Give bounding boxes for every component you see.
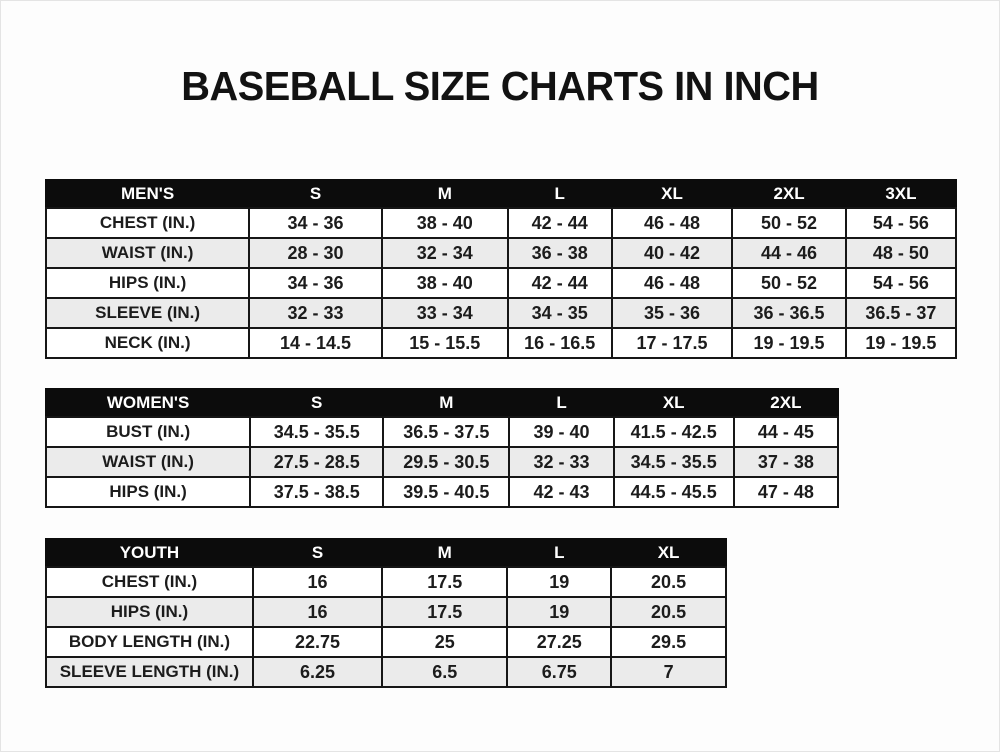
row-label: SLEEVE (IN.) xyxy=(46,298,249,328)
table-row xyxy=(46,477,838,507)
size-value-cell: 6.75 xyxy=(507,657,611,687)
column-header-m: M xyxy=(382,539,507,567)
size-value-cell: 19 xyxy=(507,597,611,627)
size-value-cell: 46 - 48 xyxy=(612,208,733,238)
mens-table-title-cell: MEN'S xyxy=(46,180,249,208)
womens-header-row xyxy=(46,389,838,417)
row-label: HIPS (IN.) xyxy=(46,477,250,507)
column-header-l: L xyxy=(509,389,613,417)
column-header-s: S xyxy=(250,389,383,417)
size-value-cell: 16 xyxy=(253,597,382,627)
size-value-cell: 50 - 52 xyxy=(732,208,846,238)
size-value-cell: 7 xyxy=(611,657,726,687)
size-value-cell: 34 - 36 xyxy=(249,208,382,238)
column-header-l: L xyxy=(508,180,612,208)
size-value-cell: 32 - 34 xyxy=(382,238,508,268)
table-row xyxy=(46,657,726,687)
youth-table-title-cell: YOUTH xyxy=(46,539,253,567)
size-value-cell: 20.5 xyxy=(611,597,726,627)
size-value-cell: 36.5 - 37.5 xyxy=(383,417,509,447)
column-header-s: S xyxy=(253,539,382,567)
size-value-cell: 39.5 - 40.5 xyxy=(383,477,509,507)
table-row xyxy=(46,597,726,627)
row-label: HIPS (IN.) xyxy=(46,268,249,298)
size-value-cell: 33 - 34 xyxy=(382,298,508,328)
size-value-cell: 37.5 - 38.5 xyxy=(250,477,383,507)
size-value-cell: 19 - 19.5 xyxy=(732,328,846,358)
row-label: BODY LENGTH (IN.) xyxy=(46,627,253,657)
size-value-cell: 16 xyxy=(253,567,382,597)
size-value-cell: 42 - 44 xyxy=(508,208,612,238)
size-value-cell: 44 - 45 xyxy=(734,417,838,447)
size-value-cell: 38 - 40 xyxy=(382,208,508,238)
size-value-cell: 28 - 30 xyxy=(249,238,382,268)
size-value-cell: 25 xyxy=(382,627,507,657)
size-value-cell: 36 - 36.5 xyxy=(732,298,846,328)
size-value-cell: 34.5 - 35.5 xyxy=(250,417,383,447)
column-header-xl: XL xyxy=(612,180,733,208)
size-value-cell: 34 - 35 xyxy=(508,298,612,328)
column-header-m: M xyxy=(383,389,509,417)
row-label: NECK (IN.) xyxy=(46,328,249,358)
size-value-cell: 19 xyxy=(507,567,611,597)
size-value-cell: 35 - 36 xyxy=(612,298,733,328)
size-value-cell: 22.75 xyxy=(253,627,382,657)
size-value-cell: 46 - 48 xyxy=(612,268,733,298)
table-row xyxy=(46,627,726,657)
size-value-cell: 34.5 - 35.5 xyxy=(614,447,734,477)
size-value-cell: 41.5 - 42.5 xyxy=(614,417,734,447)
row-label: WAIST (IN.) xyxy=(46,447,250,477)
column-header-xl: XL xyxy=(614,389,734,417)
youth-header-row xyxy=(46,539,726,567)
table-row xyxy=(46,447,838,477)
mens-size-table xyxy=(45,179,957,359)
size-value-cell: 6.25 xyxy=(253,657,382,687)
table-row xyxy=(46,208,956,238)
womens-size-table xyxy=(45,388,839,508)
size-value-cell: 19 - 19.5 xyxy=(846,328,956,358)
row-label: BUST (IN.) xyxy=(46,417,250,447)
womens-table-title-cell: WOMEN'S xyxy=(46,389,250,417)
size-value-cell: 29.5 xyxy=(611,627,726,657)
size-value-cell: 42 - 43 xyxy=(509,477,613,507)
column-header-l: L xyxy=(507,539,611,567)
size-value-cell: 44 - 46 xyxy=(732,238,846,268)
size-value-cell: 27.25 xyxy=(507,627,611,657)
table-row xyxy=(46,238,956,268)
size-value-cell: 32 - 33 xyxy=(509,447,613,477)
column-header-m: M xyxy=(382,180,508,208)
size-value-cell: 17.5 xyxy=(382,597,507,627)
size-value-cell: 39 - 40 xyxy=(509,417,613,447)
size-value-cell: 27.5 - 28.5 xyxy=(250,447,383,477)
row-label: WAIST (IN.) xyxy=(46,238,249,268)
size-value-cell: 17.5 xyxy=(382,567,507,597)
size-value-cell: 16 - 16.5 xyxy=(508,328,612,358)
size-value-cell: 14 - 14.5 xyxy=(249,328,382,358)
column-header-s: S xyxy=(249,180,382,208)
size-value-cell: 17 - 17.5 xyxy=(612,328,733,358)
size-value-cell: 42 - 44 xyxy=(508,268,612,298)
column-header-xl: XL xyxy=(611,539,726,567)
size-value-cell: 36.5 - 37 xyxy=(846,298,956,328)
size-value-cell: 29.5 - 30.5 xyxy=(383,447,509,477)
size-value-cell: 50 - 52 xyxy=(732,268,846,298)
row-label: CHEST (IN.) xyxy=(46,567,253,597)
table-row xyxy=(46,567,726,597)
column-header-3xl: 3XL xyxy=(846,180,956,208)
row-label: CHEST (IN.) xyxy=(46,208,249,238)
size-value-cell: 37 - 38 xyxy=(734,447,838,477)
column-header-2xl: 2XL xyxy=(732,180,846,208)
row-label: SLEEVE LENGTH (IN.) xyxy=(46,657,253,687)
page-title: BASEBALL SIZE CHARTS IN INCH xyxy=(181,63,819,109)
column-header-2xl: 2XL xyxy=(734,389,838,417)
mens-header-row xyxy=(46,180,956,208)
size-value-cell: 38 - 40 xyxy=(382,268,508,298)
size-value-cell: 20.5 xyxy=(611,567,726,597)
size-value-cell: 40 - 42 xyxy=(612,238,733,268)
row-label: HIPS (IN.) xyxy=(46,597,253,627)
size-value-cell: 48 - 50 xyxy=(846,238,956,268)
size-value-cell: 47 - 48 xyxy=(734,477,838,507)
size-value-cell: 15 - 15.5 xyxy=(382,328,508,358)
table-row xyxy=(46,328,956,358)
table-row xyxy=(46,268,956,298)
size-value-cell: 6.5 xyxy=(382,657,507,687)
size-value-cell: 54 - 56 xyxy=(846,208,956,238)
size-value-cell: 54 - 56 xyxy=(846,268,956,298)
table-row xyxy=(46,298,956,328)
size-charts-container xyxy=(45,179,999,688)
size-value-cell: 32 - 33 xyxy=(249,298,382,328)
size-value-cell: 36 - 38 xyxy=(508,238,612,268)
size-value-cell: 44.5 - 45.5 xyxy=(614,477,734,507)
table-row xyxy=(46,417,838,447)
size-value-cell: 34 - 36 xyxy=(249,268,382,298)
youth-size-table xyxy=(45,538,727,688)
